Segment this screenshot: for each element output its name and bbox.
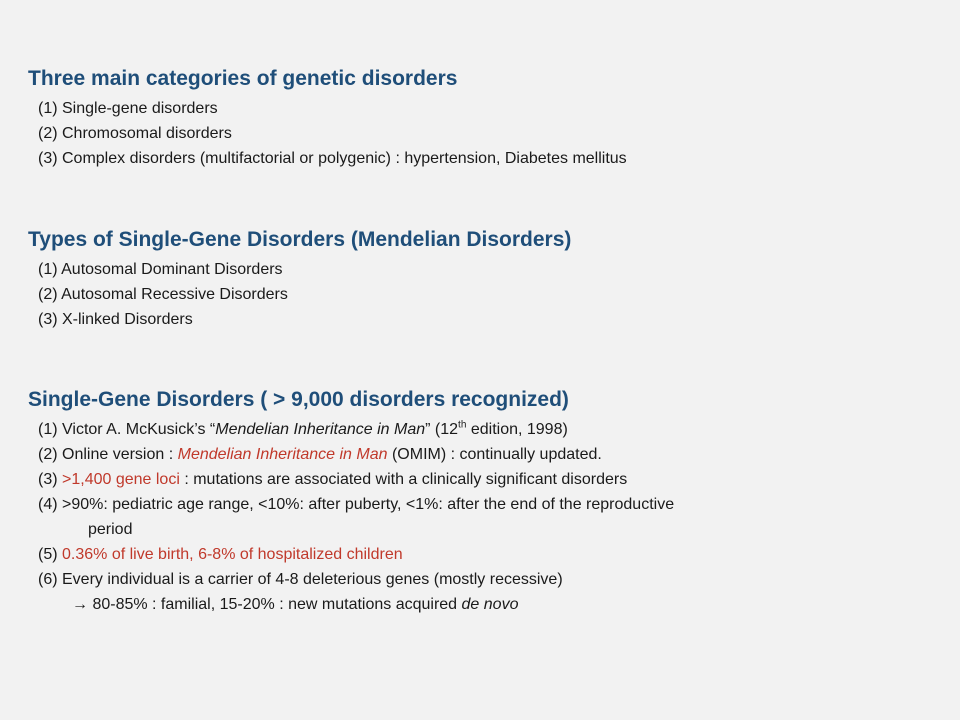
italic-term: de novo: [461, 596, 519, 613]
highlighted-text: >1,400 gene loci: [62, 471, 180, 488]
section-heading: Three main categories of genetic disorders: [28, 67, 458, 90]
item-text: edition, 1998): [466, 421, 568, 438]
list-item: (2) Autosomal Recessive Disorders: [38, 286, 288, 303]
section-single-gene-types: [28, 227, 928, 332]
section-genetic-disorder-categories: [28, 66, 928, 171]
list-item-subpoint: [72, 592, 928, 617]
highlighted-text: 0.36% of live birth, 6-8% of hospitalized children: [62, 546, 403, 563]
section-heading: Single-Gene Disorders ( > 9,000 disorders recognized): [28, 388, 569, 411]
list-item: (6) Every individual is a carrier of 4-8 deleterious genes (mostly recessive): [38, 571, 563, 588]
list-item: (4) >90%: pediatric age range, <10%: after puberty, <1%: after the end of the reproductive: [38, 496, 675, 513]
item-text: (2) Online version :: [38, 446, 178, 463]
list-item-continuation: period: [88, 521, 133, 538]
list-item: [38, 417, 928, 442]
item-text: (OMIM) : continually updated.: [387, 446, 602, 463]
item-text: 80-85% : familial, 15-20% : new mutations acquired: [88, 596, 462, 613]
item-text: ” (12: [425, 421, 459, 438]
arrow-right-icon: →: [72, 596, 88, 613]
list-item: (1) Autosomal Dominant Disorders: [38, 261, 283, 278]
list-item: [38, 467, 928, 492]
list-item: (2) Chromosomal disorders: [38, 125, 232, 142]
list-item: [38, 542, 928, 567]
section-single-gene-disorders: [28, 387, 928, 617]
item-text: (3): [38, 471, 62, 488]
book-title: Mendelian Inheritance in Man: [215, 421, 426, 438]
list-item: (3) X-linked Disorders: [38, 311, 193, 328]
item-text: (5): [38, 546, 62, 563]
list-item: [38, 442, 928, 467]
item-text: : mutations are associated with a clinically significant disorders: [179, 471, 628, 488]
item-text: (1) Victor A. McKusick’s “: [38, 421, 216, 438]
list-item: (3) Complex disorders (multifactorial or polygenic) : hypertension, Diabetes mellitus: [38, 150, 627, 167]
ordinal-superscript: th: [458, 419, 467, 431]
section-heading: Types of Single-Gene Disorders (Mendelian Disorders): [28, 228, 572, 251]
list-item: (1) Single-gene disorders: [38, 100, 218, 117]
highlighted-title: Mendelian Inheritance in Man: [177, 446, 388, 463]
